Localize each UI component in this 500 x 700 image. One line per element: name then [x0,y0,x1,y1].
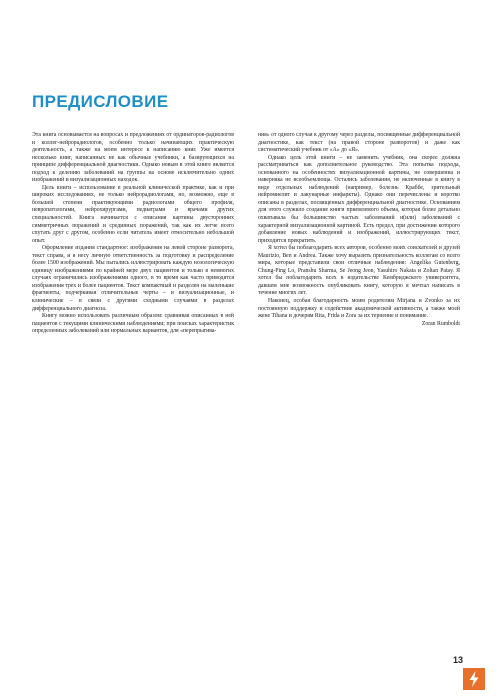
paragraph: Я хотел бы поблагодарить всех авторов, особенно моих соискателей и друзей Maurizio, Ben и Andrea. Также хочу выразить признательность коллегам со всего мира, которые представили свои отличные наблюдения: Angelika Gutenberg, Chung-Ping Lo, Pranshu Sharma, Se Jeong Jeon, Yasuhiro Nakata и Zoltan Patay. Я хотел бы поблагодарить всех в издательстве Кембриджского университета, давшем мне возможность опубликовать книгу, которую я мечтал написать в течение многих лет. [258,245,460,297]
paragraph: Цель книги – использование в реальной клинической практике, как и при широких исследованиях, не только нейрорадиологами, но, возможно, еще в большей степени практикующими радиологами общего профиля, невропатологами, нейрохирургами, педиатрами и врачами других специальностей. Книга начинается с описания картины двусторонних симметричных поражений и срединных поражений, так как их легче всего спутать друг с другом, особенно если читатель имеет относительно небольшой опыт. [32,184,234,244]
paragraph: Наконец, особая благодарность моим родителям Mirjana и Zvonko за их постоянную поддержку и содействие академической активности, а также моей жене Tihana и дочерям Rita, Frida и Zora за их терпение и понимание. [258,298,460,320]
author-signature: Zoran Rumboldt [421,320,460,327]
paragraph: Оформление издания стандартное: изображения на левой стороне разворота, текст справа, и я несу личную ответственность за подготовку и распределение более 1500 изображений. Мы пытались иллюстрировать каждую нозологическую единицу изображениями по крайней мере двух пациентов и только в немногих случаях ограничились изображениями одного, в то время как часто приводятся изображения трех и более пациентов. Текст компактный и разделен на маленькие фрагменты, подчеркивая отличительные черты – и визуализационные, и клинические – в связи с другими сходными случаями в разделах дифференциального диагноза. [32,245,234,312]
paragraph: Однако цель этой книги – не заменить учебник, она скорее должна рассматриваться как дополнительное руководство. Эта попытка подхода, основанного на особенностях визуализационной картины, не совершенна и наверняка не всеобъемлюща. Остались заболевания, не включенные в книгу в виде отдельных наблюдений (например, болезнь Краббе, зрительный нейромиелит и лакунарные инфаркты). Однако они перечислены и коротко описаны в разделах, посвященных дифференциальной диагностике. Основанием для этого служило создание книги приемлемого объема, которая более детально охватывала бы большинство частых заболеваний и(или) заболеваний с характерной визуализационной картиной. Есть предел, при достижении которого добавление новых наблюдений и изображений, иллюстрирующих текст, приходится прекратить. [258,154,460,244]
paragraph: Книгу можно использовать различным образом: сравнивая описанных в ней пациентов с текущими клиническими наблюдениями; при поисках характеристик определенных заболеваний или нормальных вариантов, для «перепрыгива- [32,313,234,335]
lightning-bolt-icon [463,668,485,690]
publisher-badge[interactable] [463,668,485,690]
text-column-left [32,132,234,336]
text-column-right [258,132,460,328]
paragraph: Эта книга основывается на вопросах и предложениях от ординаторов-радиологов и коллег-нейрорадиологов, особенно только начинающих практическую деятельность, а также на моем интересе к написанию книг. Уже имеется несколько книг, написанных не как обычные учебники, а базирующихся на принципе дифференциальной диагностики. Однако новым в этой книге является подход к делению заболеваний на группы на основе исключительно одних изображений и визуализационных находок. [32,132,234,184]
page-number: 13 [452,655,463,665]
paragraph: ния» от одного случая к другому через разделы, посвященные дифференциальной диагностике, как текст (на правой стороне разворотов) и даже как систематический учебник от «А» до «Я». [258,132,460,154]
page-title: ПРЕДИСЛОВИЕ [32,92,169,111]
